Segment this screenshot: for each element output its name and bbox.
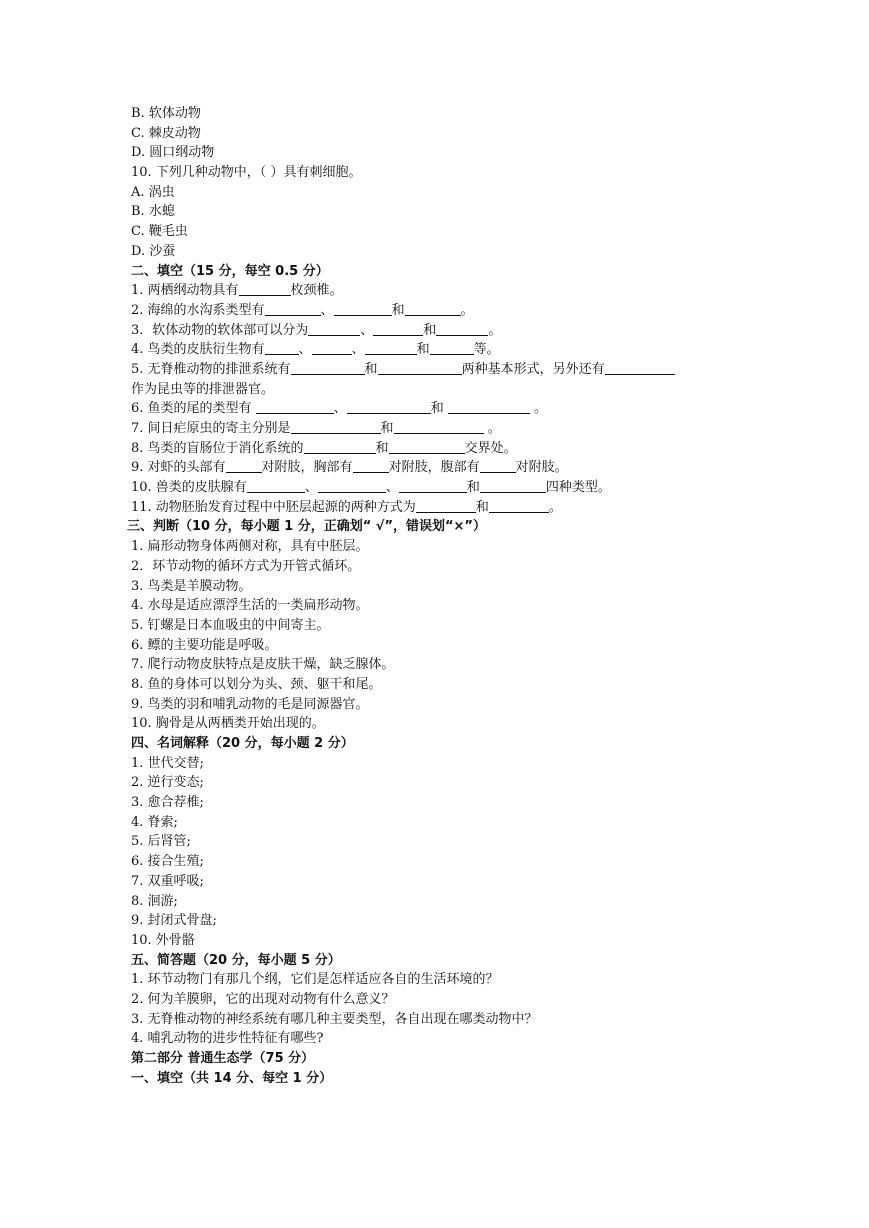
term-item: 6. 接合生殖; [131,854,204,870]
fill-q3 [131,321,771,341]
blank [605,360,675,375]
fill-q8-text: 8. 鸟类的盲肠位于消化系统的 [131,440,304,456]
fill-q1-text: 1. 两栖纲动物具有 [131,283,239,299]
fill-section-title: 二、填空（15 分，每空 0.5 分） [131,263,329,279]
fill-q4 [131,340,771,360]
term-item: 7. 双重呼吸; [131,873,204,889]
fill-q5 [131,360,771,380]
blank [312,340,352,355]
separator: 、 [304,480,318,496]
conjunction: 和 [416,342,430,358]
conjunction: 和 [466,480,480,496]
fill-q2 [131,301,771,321]
blank [334,301,392,316]
blank [480,458,516,473]
judge-item: 3. 鸟类是羊膜动物。 [131,578,252,594]
fill-q6-text: 6. 鱼类的尾的类型有 [131,401,256,417]
separator: 、 [320,302,334,318]
term-item: 3. 愈合荐椎; [131,795,204,811]
fill-q11-text: 11. 动物胚胎发育过程中中胚层起源的两种方式为 [131,499,416,515]
judge-item: 10. 胸骨是从两栖类开始出现的。 [131,716,325,732]
separator: 、 [351,342,365,358]
period: 。 [483,421,501,436]
option-d: D. 圆口纲动物 [131,145,215,161]
separator: 、 [360,322,374,338]
judge-item: 7. 爬行动物皮肤特点是皮肤干燥，缺乏腺体。 [131,657,395,673]
blank [430,340,474,355]
fill-q5-text-mid: 两种基本形式，另外还有 [461,361,605,377]
fill-q7 [131,419,771,439]
term-item: 4. 脊索; [131,814,178,830]
fill-q4-text: 4. 鸟类的皮肤衍生物有 [131,342,265,358]
terms-section-title: 四、名词解释（20 分，每小题 2 分） [131,736,354,751]
blank [308,321,360,336]
fill-q10-text: 10. 兽类的皮肤腺有 [131,480,247,496]
blank [239,281,291,296]
fill-q2-text: 2. 海绵的水沟系类型有 [131,302,265,318]
term-item: 10. 外骨骼 [131,932,195,948]
blank [399,478,467,493]
term-item: 8. 洄游; [131,893,178,909]
blank [489,498,549,513]
separator: 、 [333,401,347,417]
term-item: 9. 封闭式骨盘; [131,913,217,929]
blank [378,360,462,375]
judge-item: 2．环节动物的循环方式为开管式循环。 [131,558,361,574]
q10-option-b: B. 水螅 [131,204,175,220]
period: 。 [460,302,474,318]
question-10: 10. 下列几种动物中，（ ）具有刺细胞。 [131,165,362,181]
q10-option-d: D. 沙蚕 [131,243,176,259]
fill-q1-text-end: 枚颈椎。 [290,283,343,299]
fill-q11 [131,498,771,518]
conjunction: 和 [475,499,489,515]
fill-q10 [131,478,771,498]
option-c: C. 棘皮动物 [131,125,201,141]
blank [256,399,334,414]
fill-q5-text: 5. 无脊椎动物的排泄系统有 [131,361,291,377]
short-answer-item: 2. 何为羊膜卵，它的出现对动物有什么意义？ [131,991,395,1007]
fill-q6 [131,399,771,419]
period: 等。 [473,342,500,358]
blank [405,301,461,316]
period: 。 [529,401,547,417]
fill-q9 [131,458,771,478]
q10-option-c: C. 鞭毛虫 [131,224,188,240]
q10-option-a: A. 涡虫 [131,184,175,200]
judge-item: 5. 钉螺是日本血吸虫的中间寄主。 [131,617,330,633]
conjunction: 和 [380,421,394,436]
fill-q1 [131,281,771,301]
blank [247,478,305,493]
part2-fill-title: 一、填空（共 14 分、每空 1 分） [131,1070,333,1086]
blank [265,340,299,355]
fill-q9-text-end: 对附肢。 [515,460,568,476]
blank [353,458,389,473]
conjunction: 和 [364,361,378,377]
separator: 、 [298,342,312,358]
blank [347,399,431,414]
short-answer-item: 4. 哺乳动物的进步性特征有哪些? [131,1031,324,1047]
blank [291,419,381,434]
fill-q8-text-end: 交界处。 [464,440,517,456]
conjunction: 和 [430,401,448,417]
term-item: 2. 逆行变态; [131,775,204,791]
short-answer-section-title: 五、简答题（20 分，每小题 5 分） [131,952,341,968]
conjunction: 和 [375,440,389,456]
conjunction: 和 [391,302,405,318]
period: 。 [548,499,562,515]
blank [304,439,376,454]
fill-q9-text-3: 对附肢，腹部有 [388,460,480,476]
fill-q10-text-end: 四种类型。 [545,480,611,496]
blank [389,439,465,454]
short-answer-item: 1. 环节动物门有那几个纲，它们是怎样适应各自的生活环境的？ [131,972,499,988]
blank [373,321,423,336]
fill-q9-text: 9. 对虾的头部有 [131,460,226,476]
fill-q7-text: 7. 间日疟原虫的寄主分别是 [131,421,291,436]
term-item: 1. 世代交替; [131,755,204,771]
exam-page [127,104,771,1088]
judge-item: 4. 水母是适应漂浮生活的一类扁形动物。 [131,598,369,614]
conjunction: 和 [423,322,437,338]
blank [394,419,484,434]
judge-item: 8. 鱼的身体可以划分为头、颈、躯干和尾。 [131,676,382,692]
blank [265,301,321,316]
separator: 、 [385,480,399,496]
fill-q8 [131,439,771,459]
judge-item: 6. 鳔的主要功能是呼吸。 [131,637,278,653]
fill-q9-text-2: 对附肢，胸部有 [261,460,353,476]
blank [480,478,546,493]
blank [318,478,386,493]
term-item: 5. 后肾管; [131,834,191,850]
judge-section-title: 三、判断（10 分，每小题 1 分，正确划“ √”，错误划“×”） [127,519,486,535]
blank [416,498,476,513]
judge-item: 1. 扁形动物身体两侧对称，具有中胚层。 [131,539,369,555]
period: 。 [488,322,502,338]
option-b: B. 软体动物 [131,106,201,121]
part2-title: 第二部分 普通生态学（75 分） [131,1051,315,1066]
blank [291,360,365,375]
short-answer-item: 3. 无脊椎动物的神经系统有哪几种主要类型，各自出现在哪类动物中？ [131,1011,538,1027]
fill-q5-continued: 作为昆虫等的排泄器官。 [131,381,275,397]
judge-item: 9. 鸟类的羽和哺乳动物的毛是同源器官。 [131,696,369,712]
fill-q3-text: 3．软体动物的软体部可以分为 [131,322,309,338]
blank [448,399,530,414]
blank [365,340,417,355]
blank [226,458,262,473]
blank [436,321,488,336]
